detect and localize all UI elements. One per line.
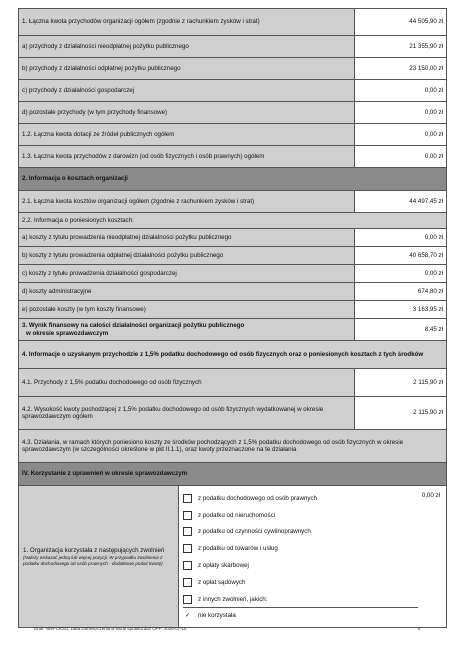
checkbox[interactable]: [183, 544, 192, 553]
tax-row: [19, 397, 447, 430]
revenue-total-label: 1. Łączna kwota przychodów organizacji ogółem (zgodnie z rachunkiem zysków i strat): [19, 9, 355, 36]
other-exemptions-line: [183, 607, 418, 608]
cost-row-label: b) koszty z tytułu prowadzenia odpłatnej działalności pożytku publicznego: [19, 247, 355, 265]
tax-row: [19, 430, 447, 463]
cost-row-value: 40 658,70 zł: [355, 247, 447, 265]
financial-result-value: 8,45 zł: [355, 319, 447, 341]
cost-row: [19, 229, 447, 247]
revenue-row-label: 1.3. Łączna kwota przychodów z darowizn (od osób fizycznych i osób prawnych) ogółem: [19, 146, 355, 168]
exemption-option[interactable]: [183, 591, 446, 608]
page-footer: [34, 626, 420, 631]
costs-subheader: [19, 213, 447, 229]
exemption-option-label: z opłat sądowych: [198, 578, 246, 586]
cost-row-value: 674,80 zł: [355, 283, 447, 301]
tax-income-label: 4.1. Przychody z 1,5% podatku dochodowego od osób fizycznych: [19, 369, 355, 397]
revenue-row-value: 0,00 zł: [355, 146, 447, 168]
financial-result-label-line2: w okresie sprawozdawczym: [26, 329, 109, 337]
checkbox[interactable]: [183, 561, 192, 570]
section-header: [19, 463, 447, 486]
checkbox[interactable]: [183, 527, 192, 536]
page-number: 5: [417, 626, 420, 631]
checkbox[interactable]: [183, 511, 192, 520]
exemption-option-label: nie korzystała: [198, 612, 236, 620]
tax-income-value: 2 115,90 zł: [355, 369, 447, 397]
exemptions-label: 1. Organizacja korzystała z następujących zwolnień: [23, 547, 165, 555]
exemptions-options: [179, 486, 446, 627]
financial-result-label-line1: 3. Wynik finansowy na całości działalności organizacji pożytku publicznego: [22, 322, 245, 330]
costs-section-title: 2. Informacja o kosztach organizacji: [19, 168, 447, 191]
revenue-row: [19, 80, 447, 102]
cost-row-label: c) koszty z tytułu prowadzenia działalności gospodarczej: [19, 265, 355, 283]
revenue-row-label: d) pozostałe przychody (w tym przychody finansowe): [19, 102, 355, 124]
tax-section-title: 4. Informacje o uzyskanym przychodzie z 1,5% podatku dochodowego od osób fizycznych oraz o poniesionych kosztach z tych środków: [19, 341, 447, 369]
exemptions-note: (Należy wskazać jedną lub więcej pozycji. W przypadku zwolnienia z podatku dochodowego od osób prawnych - dodatkowo podać kwotę): [23, 555, 163, 566]
revenue-row-value: 21 355,90 zł: [355, 36, 447, 58]
report-page: [18, 8, 446, 628]
exemption-option[interactable]: [183, 574, 446, 591]
cost-row-value: 0,00 zł: [355, 229, 447, 247]
exemption-option-label: z innych zwolnień, jakich:: [198, 595, 268, 603]
cost-row-label: d) koszty administracyjne: [19, 283, 355, 301]
rights-section-title: IV. Korzystanie z uprawnień w okresie sprawozdawczym: [19, 463, 447, 486]
checkmark-icon[interactable]: ✓: [184, 612, 191, 619]
financial-result-label: [19, 319, 355, 341]
revenue-row: [19, 36, 447, 58]
checkbox[interactable]: [183, 494, 192, 503]
revenue-row: [19, 102, 447, 124]
tax-row: [19, 369, 447, 397]
cost-row-label: e) pozostałe koszty (w tym koszty finansowe): [19, 301, 355, 319]
exemption-option-label: z podatku dochodowego od osób prawnych: [198, 494, 318, 502]
cost-row: [19, 265, 447, 283]
exemption-option[interactable]: [183, 507, 446, 524]
tax-spent-label: 4.2. Wysokość kwoty pochodzącej z 1,5% podatku dochodowego od osób fizycznych wydatkowanej w okresie sprawozdawczym ogółem: [19, 397, 355, 430]
tax-spent-value: 2 115,90 zł: [355, 397, 447, 430]
revenue-row: [19, 146, 447, 168]
footer-print-info: Druk: NIW-CRSO, Data zamieszczenia w bazie sprawozdań OPP: 2025-07-15: [34, 626, 187, 631]
exemption-option[interactable]: [183, 490, 446, 507]
section-header: [19, 168, 447, 191]
exemption-option[interactable]: [183, 557, 446, 574]
exemption-option[interactable]: [183, 540, 446, 557]
exemption-option-label: z podatku od towarów i usług: [198, 545, 278, 553]
cost-row-value: 0,00 zł: [355, 265, 447, 283]
costs-total-label: 2.1. Łączna kwota kosztów organizacji ogółem (zgodnie z rachunkiem zysków i strat): [19, 191, 355, 213]
revenue-row-value: 0,00 zł: [355, 80, 447, 102]
exemption-option-label: z podatku od czynności cywilnoprawnych: [198, 528, 311, 536]
revenue-row-value: 23 150,00 zł: [355, 58, 447, 80]
revenue-row-label: 1.2. Łączna kwota dotacji ze źródeł publicznych ogółem: [19, 124, 355, 146]
costs-subheader-label: 2.2. Informacja o poniesionych kosztach:: [19, 213, 447, 229]
result-row: [19, 319, 447, 341]
exemptions-row: [19, 486, 447, 628]
revenue-row: [19, 58, 447, 80]
cost-row: [19, 301, 447, 319]
revenue-row: [19, 124, 447, 146]
exemption-option-label: z opłaty skarbowej: [198, 562, 249, 570]
financial-table: [18, 8, 447, 628]
checkbox[interactable]: [183, 578, 192, 587]
cost-row-label: a) koszty z tytułu prowadzenia nieodpłatnej działalności pożytku publicznego: [19, 229, 355, 247]
costs-total-row: [19, 191, 447, 213]
revenue-row: [19, 9, 447, 36]
exemptions-label-cell: [19, 486, 179, 627]
revenue-row-label: c) przychody z działalności gospodarczej: [19, 80, 355, 102]
revenue-row-value: 0,00 zł: [355, 102, 447, 124]
checkbox[interactable]: [183, 595, 192, 604]
costs-total-value: 44 497,45 zł: [355, 191, 447, 213]
exemption-amount: 0,00 zł: [421, 492, 440, 499]
revenue-row-label: a) przychody z działalności nieodpłatnej pożytku publicznego: [19, 36, 355, 58]
cost-row: [19, 247, 447, 265]
section-header: [19, 341, 447, 369]
revenue-total-value: 44 505,90 zł: [355, 9, 447, 36]
cost-row: [19, 283, 447, 301]
revenue-row-label: b) przychody z działalności odpłatnej pożytku publicznego: [19, 58, 355, 80]
exemption-option[interactable]: [183, 608, 446, 625]
revenue-row-value: 0,00 zł: [355, 124, 447, 146]
tax-activities-label: 4.3. Działania, w ramach których poniesiono koszty ze środków pochodzących z 1,5% podatku dochodowego od osób fizycznych w okresie sprawozdawczym (w szczególności określone w pkt II.1.1), oraz kwoty przeznaczone na te działania: [19, 430, 447, 463]
cost-row-value: 3 163,95 zł: [355, 301, 447, 319]
exemption-option[interactable]: [183, 524, 446, 541]
exemption-option-label: z podatku od nieruchomości: [198, 511, 276, 519]
